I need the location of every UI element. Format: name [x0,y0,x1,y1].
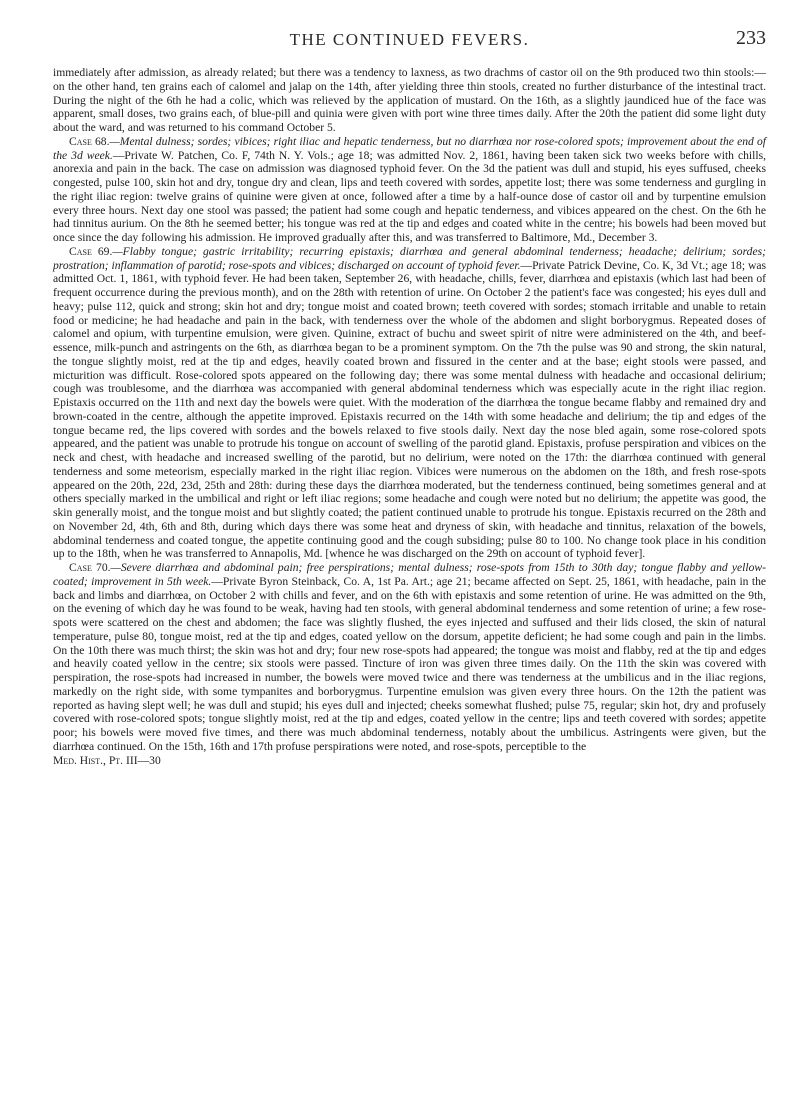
case-label: Case 70. [69,561,111,574]
running-head [53,0,766,66]
case-title: —Severe diarrhœa and abdominal pain; free perspirations; mental dulness; rose-spots from 15th to 30th day; tongue flabby and yellow-coated; improvement in 5th week. [53,561,766,588]
running-title: THE CONTINUED FEVERS. [289,30,530,49]
case-69-paragraph [53,245,766,561]
case-title: —Flabby tongue; gastric irritability; recurring epistaxis; diarrhœa and general abdominal tenderness; headache; delirium; sordes; prostration; inflammation of parotid; rose-spots and vibices; discharged on account of typhoid fever. [53,244,766,272]
document-page [53,0,766,767]
page-number: 233 [736,27,766,49]
signature-line: Med. Hist., Pt. III—30 [53,753,161,767]
paragraph-continuation [53,66,766,135]
case-label: Case 68. [69,134,110,148]
case-body: —Private Byron Steinback, Co. A, 1st Pa. Art.; age 21; became affected on Sept. 25, 1861, with headache, pain in the back and limbs and diarrhœa, on October 2 with chills and fever, and on the 6th with epistaxis and some retention of urine. He was admitted on the 9th, on the evening of which day he was found to be weak, having had ten stools, with general abdominal tenderness and some retention of urine; a few rose-spots were scattered on the chest and abdomen; the face was slightly flushed, the eyes injected and suffused and their lids closed, the skin of natural temperature, pulse 80, tongue moist, red at the tip and edges, coated yellow on the dorsum, appetite deficient; he had some cough and pain in the limbs. On the 10th there was much thirst; the skin was hot and dry; four new rose-spots had appeared; the tongue was moist and flabby, red at the tip and edges and heavily coated yellow in the centre; six stools were passed. Tincture of iron was given three times daily. On the 11th the skin was covered with perspiration, the rose-spots had increased in number, the bowels were moved twice and there was tenderness at the umbilicus and in the iliac regions, markedly on the right side, with some tympanites and borborygmus. Turpentine emulsion was given every three hours. On the 12th the patient was reported as having slept well; he was dull and stupid; his eyes dull and injected; cheeks somewhat flushed; pulse 75, regular; skin hot, dry and profusely covered with rose-colored spots; tongue slightly moist, red at the tip and edges, coated yellow in the centre; lips and teeth covered with sordes; appetite poor; his bowels were moved five times, and there was much abdominal tenderness, notably about the umbilicus. Astringents were given, but the diarrhœa continued. On the 15th, 16th and 17th profuse perspirations were noted, and rose-spots, perceptible to the [53,574,767,753]
case-body: —Private Patrick Devine, Co. K, 3d Vt.; age 18; was admitted Oct. 1, 1861, with typhoid fever. He had been taken, September 26, with headache, chills, fever, diarrhœa and epistaxis (which last had been of frequent occurrence during the previous month), and on the 28th with retention of urine. On October 2 the patient's face was congested; his eyes dull and heavy; pulse 112, quick and strong; skin hot and dry; tongue moist and coated brown; teeth covered with sordes; stomach irritable and unable to retain food or medicine; he had headache and pain in the back, with tenderness over the whole of the abdomen and slight borborygmus. Repeated doses of calomel and opium, with turpentine emulsion, were given. Quinine, extract of buchu and sweet spirit of nitre were administered on the 4th, and beef-essence, milk-punch and astringents on the 6th, as diarrhœa began to be a prominent symptom. On the 7th the pulse was 90 and strong, the skin natural, the tongue slightly moist, red at the tip and edges, heavily coated brown and fissured in the center and at the base; eight stools were passed, and micturition was difficult. Rose-colored spots appeared on the following day; there was some mental dulness with headache and occasional delirium; cough was troublesome, and the diarrhœa was accompanied with general abdominal tenderness which was especially acute in the right iliac region. Epistaxis occurred on the 11th and next day the bowels were quiet. With the moderation of the diarrhœa the tongue became flabby and remained dry and brown-coated in the centre, although the appetite improved. Epistaxis recurred on the 14th with some headache and delirium; the tip and edges of the tongue became red, the lips covered with sordes and the bowels relaxed to five stools daily. Next day the nose bled again, some rose-colored spots appeared, and the patient was unable to protrude his tongue on account of swelling of the parotid gland. Epistaxis, profuse perspiration and vibices on the neck and chest, with headache and increased swelling of the parotid, but no delirium, were noted on the 17th: the diarrhœa continued with general tenderness and some meteorism, especially marked in the right iliac region. Vibices were numerous on the abdomen on the 18th, and fresh rose-spots appeared on the 20th, 22d, 23d, 25th and 28th: during these days the diarrhœa moderated, but the tenderness continued, being sometimes general and at others specially marked in the umbilical and right or left iliac regions; some headache and cough were noted but no delirium; the appetite was good, the skin generally moist, and the tongue moist and but slightly coated; the patient continued unable to protrude his tongue. Epistaxis recurred on the 28th and on November 2d, 4th, 6th and 8th, during which days there was some heat and dryness of skin, with headache and tinnitus, relaxation of the bowels, abdominal tenderness and coated tongue, the appetite continuing good and the cough subsiding; pulse 80 to 100. No change took place in his condition up to the 18th, when he was transferred to Annapolis, Md. [whence he was discharged on the 29th on account of typhoid fever]. [53,258,766,561]
case-body: —Private W. Patchen, Co. F, 74th N. Y. Vols.; age 18; was admitted Nov. 2, 1861, having been taken sick two weeks before with chills, anorexia and pain in the back. The case on admission was diagnosed typhoid fever. On the 3d the patient was dull and stupid, his eyes suffused, cheeks congested, pulse 100, skin hot and dry, tongue dry and clean, lips and teeth covered with sordes, appetite lost; there was some tenderness and gurgling in the right iliac region: twelve grains of quinine were given at once, followed after a time by a half-ounce dose of castor oil and by turpentine emulsion every three hours. Next day one stool was passed; the patient had some cough and hepatic tenderness, and vibices appeared on the chest. On the 6th he had tinnitus aurium. On the 8th he seemed better; his tongue was red at the tip and edges and coated white in the centre; his bowels had been moved but once since the day following his admission. He improved gradually after this, and was transferred to Baltimore, Md., December 3. [53,148,766,244]
case-70-paragraph [53,561,766,754]
case-label: Case 69. [69,244,113,258]
paragraph-body: immediately after admission, as already related; but there was a tendency to laxness, as two drachms of castor oil on the 9th produced two thin stools:—on the other hand, ten grains each of calomel and jalap on the 14th, after yielding three thin stools, created no further disturbance of the intestinal tract. During the night of the 6th he had a colic, which was relieved by the application of mustard. On the 16th, as a slightly jaundiced hue of the face was apparent, small doses, two grains each, of blue-pill and quinia were given with port wine three times daily. After the 20th the patient did some light duty about the ward, and was returned to his command October 5. [53,66,766,134]
body-text [53,66,766,754]
case-title: —Mental dulness; sordes; vibices; right iliac and hepatic tenderness, but no diarrhœa nor rose-colored spots; improvement about the end of the 3d week. [53,134,766,162]
case-68-paragraph [53,135,766,245]
